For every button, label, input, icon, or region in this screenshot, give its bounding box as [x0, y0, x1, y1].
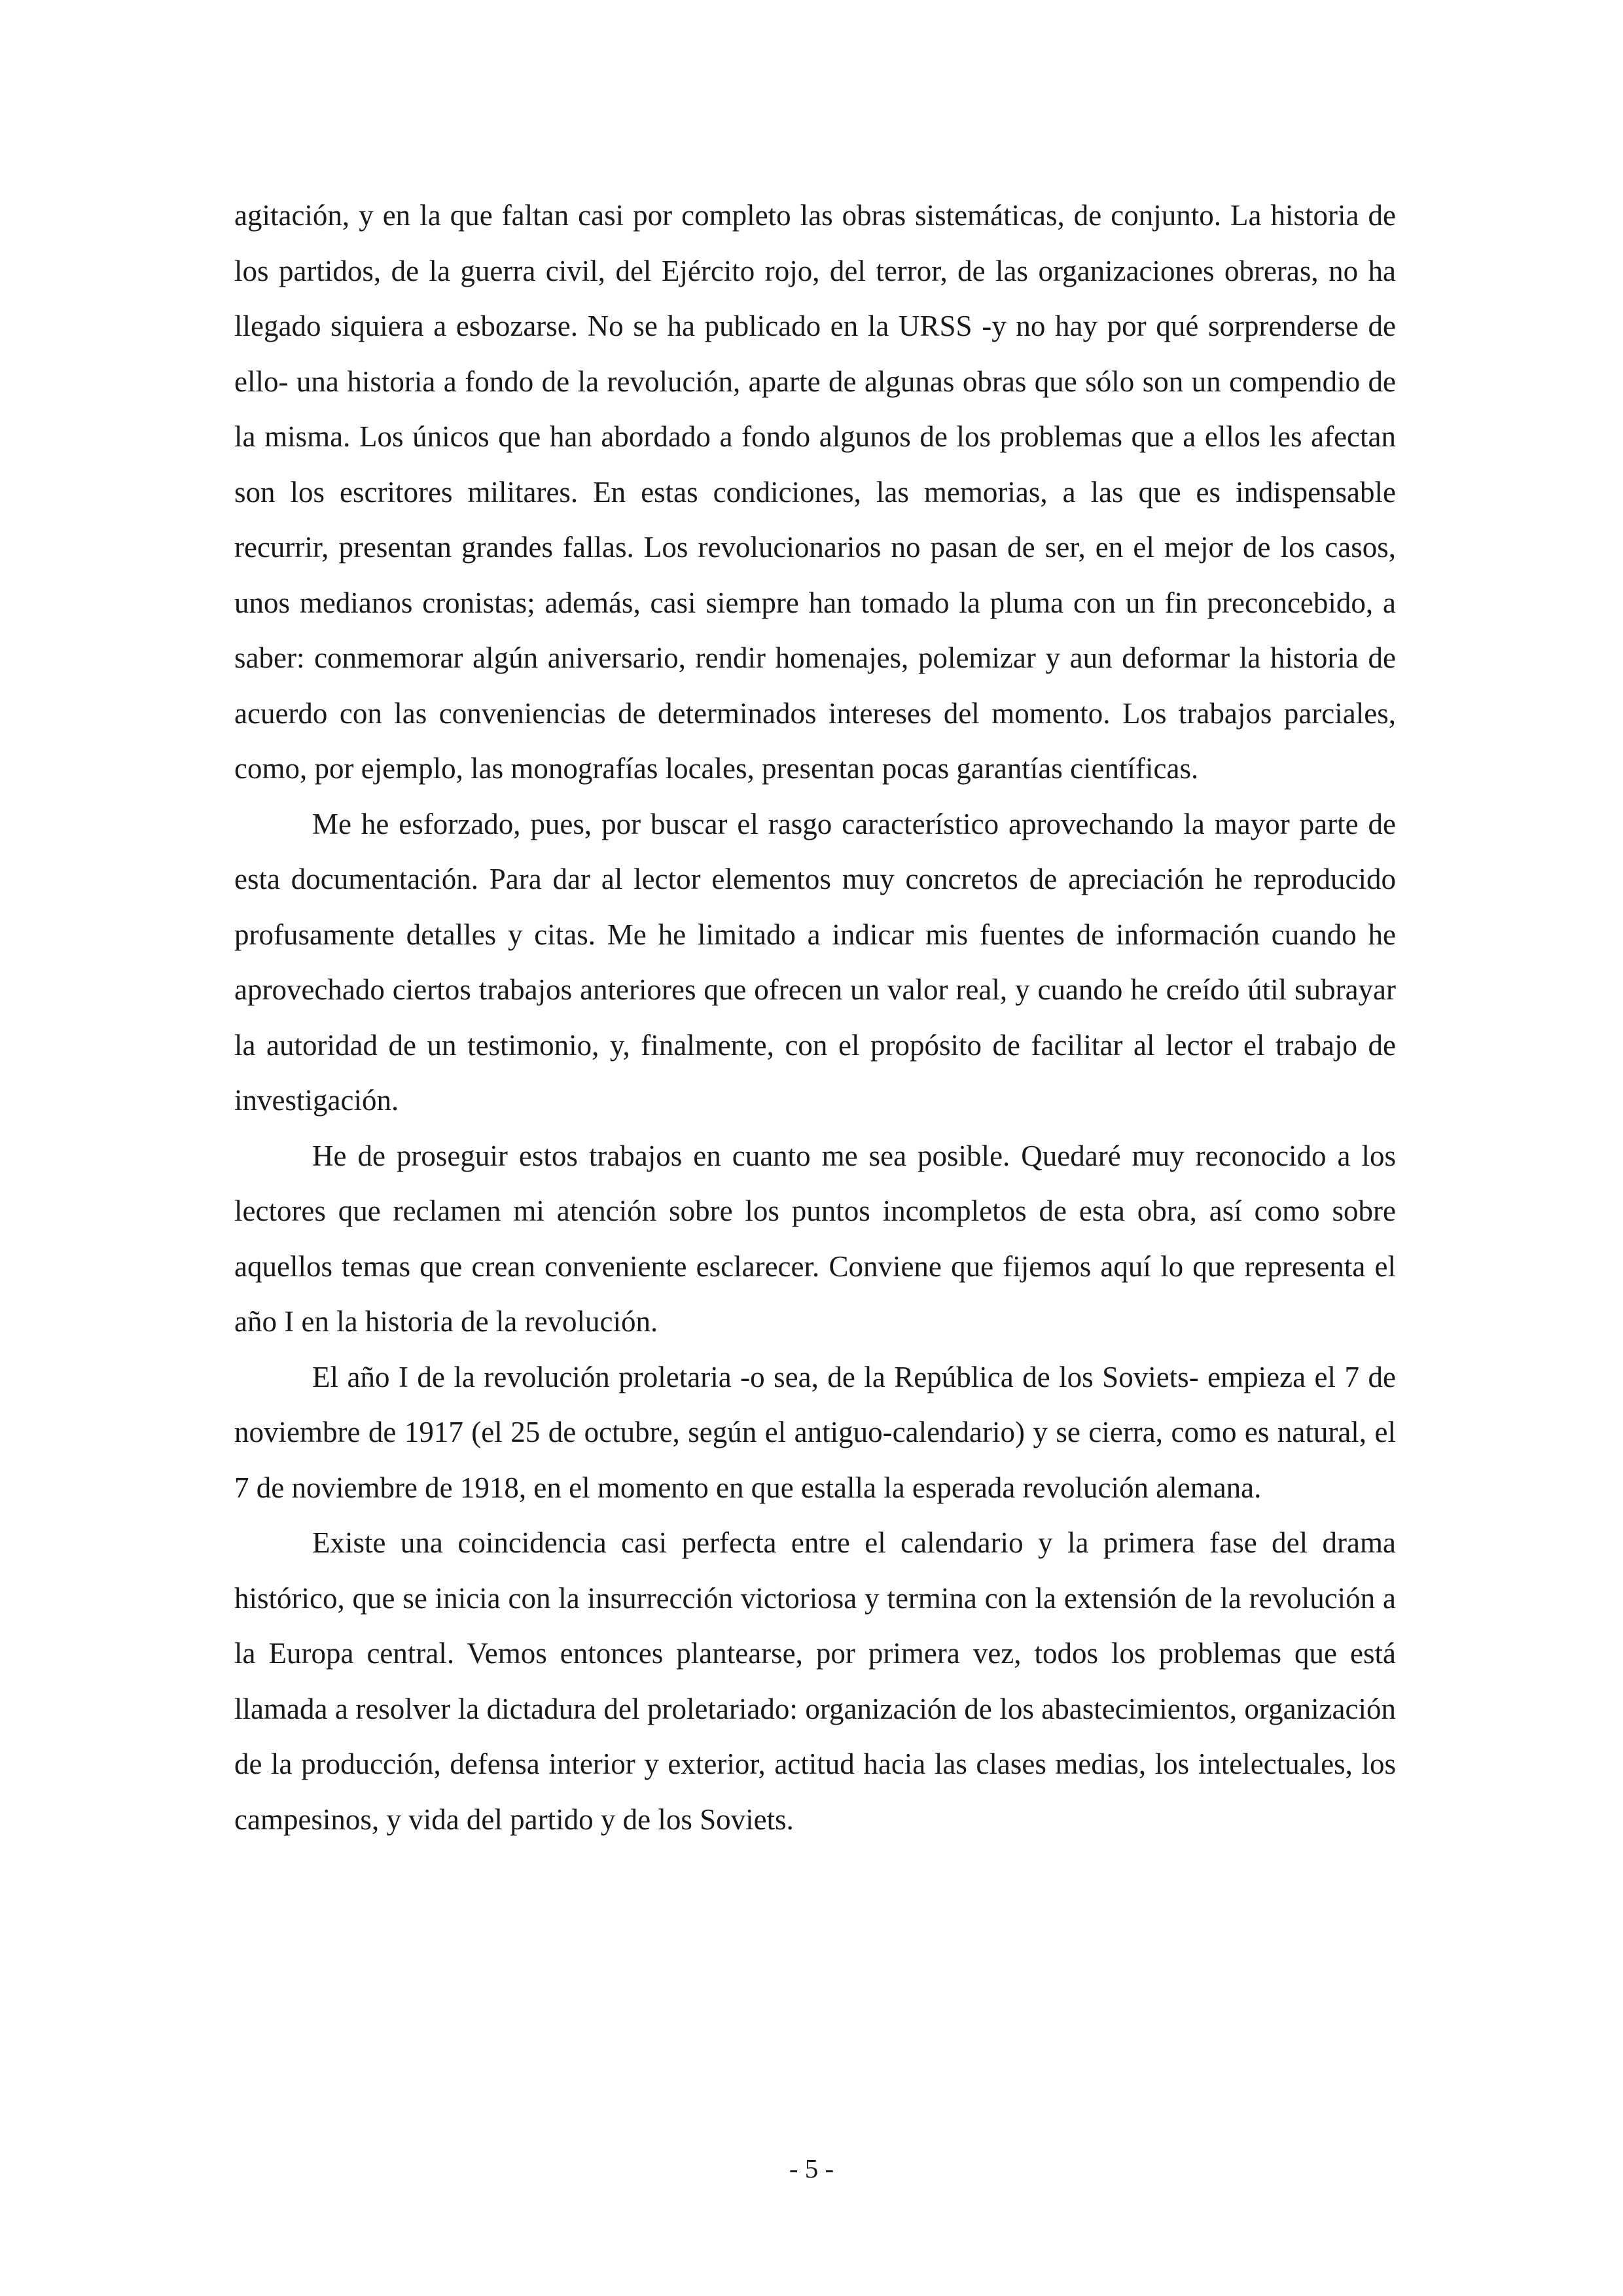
paragraph-1: agitación, y en la que faltan casi por completo las obras sistemáticas, de conjunto. La historia de los partidos, de la guerra civil, del Ejército rojo, del terror, de las organizaciones obreras, no ha llegado siquiera a esbozarse. No se ha publicado en la URSS -y no hay por qué sorprenderse de ello- una historia a fondo de la revolución, aparte de algunas obras que sólo son un compendio de la misma. Los únicos que han abordado a fondo algunos de los problemas que a ellos les afectan son los escritores militares. En estas condiciones, las memorias, a las que es indispensable recurrir, presentan grandes fallas. Los revolucionarios no pasan de ser, en el mejor de los casos, unos medianos cronistas; además, casi siempre han tomado la pluma con un fin preconcebido, a saber: conmemorar algún aniversario, rendir homenajes, polemizar y aun deformar la historia de acuerdo con las conveniencias de determinados intereses del momento. Los trabajos parciales, como, por ejemplo, las monografías locales, presentan pocas garantías científicas. [234, 199, 1396, 785]
paragraph-5: Existe una coincidencia casi perfecta entre el calendario y la primera fase del drama histórico, que se inicia con la insurrección victoriosa y termina con la extensión de la revolución a la Europa central. Vemos entonces plantearse, por primera vez, todos los problemas que está llamada a resolver la dictadura del proletariado: organización de los abastecimientos, organización de la producción, defensa interior y exterior, actitud hacia las clases medias, los intelectuales, los campesinos, y vida del partido y de los Soviets. [234, 1526, 1396, 1836]
paragraph-3: He de proseguir estos trabajos en cuanto me sea posible. Quedaré muy reconocido a los lectores que reclamen mi atención sobre los puntos incompletos de esta obra, así como sobre aquellos temas que crean conveniente esclarecer. Conviene que fijemos aquí lo que representa el año I en la historia de la revolución. [234, 1139, 1396, 1338]
paragraph-4: El año I de la revolución proletaria -o sea, de la República de los Soviets- empieza el 7 de noviembre de 1917 (el 25 de octubre, según el antiguo-calendario) y se cierra, como es natural, el 7 de noviembre de 1918, en el momento en que estalla la esperada revolución alemana. [234, 1360, 1396, 1504]
page-number: - 5 - [789, 2153, 834, 2183]
paragraph-2: Me he esforzado, pues, por buscar el rasgo característico aprovechando la mayor parte de esta documentación. Para dar al lector elementos muy concretos de apreciación he reproducido profusamente detalles y citas. Me he limitado a indicar mis fuentes de información cuando he aprovechado ciertos trabajos anteriores que ofrecen un valor real, y cuando he creído útil subrayar la autoridad de un testimonio, y, finalmente, con el propósito de facilitar al lector el trabajo de investigación. [234, 807, 1396, 1117]
document-body [234, 188, 1396, 1847]
